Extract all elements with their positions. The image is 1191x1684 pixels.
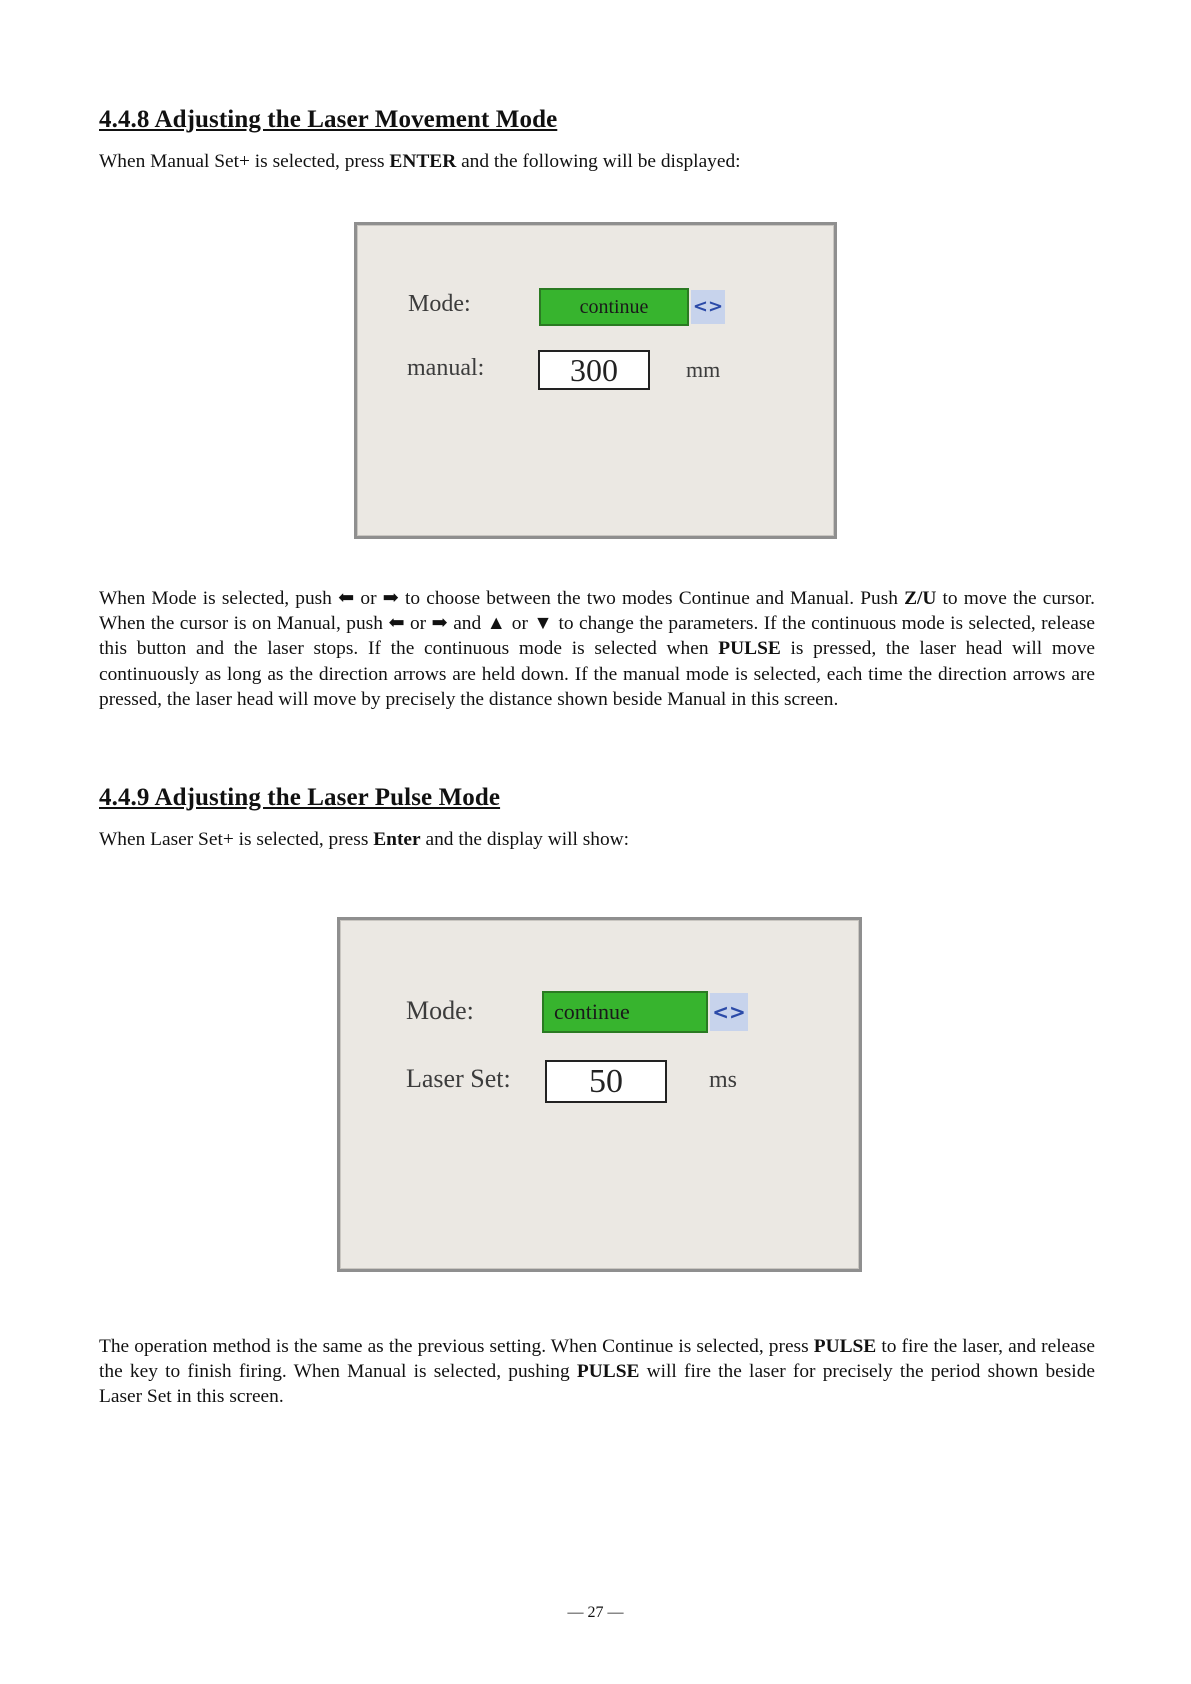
lcd-screen-movement-mode xyxy=(354,222,837,539)
body-text: to change the parameters. If the continuous mode is selected, release this button and the laser stops. If the continuous mode is selected when xyxy=(99,613,1095,660)
page-number: — 27 — xyxy=(567,1604,624,1621)
intro-text: and the display will show: xyxy=(420,829,630,850)
section-heading-4-4-9: 4.4.9 Adjusting the Laser Pulse Mode xyxy=(99,784,501,811)
intro-text: When Manual Set+ is selected, press xyxy=(99,151,390,172)
left-arrow-icon: ⬅ xyxy=(388,613,405,635)
body-text: When Mode is selected, push xyxy=(99,588,339,609)
left-right-arrows-icon[interactable]: <> xyxy=(691,290,725,324)
right-arrow-icon: ➡ xyxy=(382,588,399,609)
laser-set-field[interactable]: 50 xyxy=(545,1060,667,1103)
key-name-pulse: PULSE xyxy=(718,638,781,660)
section-intro-4-4-9 xyxy=(99,827,1095,852)
mode-label: Mode: xyxy=(406,996,474,1025)
body-text: to choose between the two modes Continue and Manual. Push xyxy=(398,588,905,609)
body-text: to fire the laser, and release the key to finish firing. When Manual is selected, pushing xyxy=(99,1336,1095,1383)
section-body-4-4-9 xyxy=(99,1334,1095,1410)
left-arrow-icon: ⬅ xyxy=(338,588,355,609)
section-body-4-4-8 xyxy=(99,586,1095,712)
body-text: or xyxy=(404,613,432,635)
unit-label-mm: mm xyxy=(686,357,721,382)
body-text: will fire the laser for precisely the period shown beside Laser Set in this screen. xyxy=(99,1361,1095,1408)
mode-value[interactable]: continue xyxy=(542,991,708,1033)
key-name-pulse: PULSE xyxy=(576,1361,640,1383)
laser-set-label: Laser Set: xyxy=(406,1064,511,1093)
body-text: is pressed, the laser head will move continuously as long as the direction arrows are held down. If the manual mode is selected, each time the direction arrows are pressed, the laser head will move by precisely the distance shown beside Manual in this screen. xyxy=(99,638,1095,710)
key-name-pulse: PULSE xyxy=(813,1336,877,1357)
body-text: or xyxy=(354,588,383,609)
down-arrow-icon: ▼ xyxy=(533,613,554,635)
left-right-arrows-icon[interactable]: <> xyxy=(710,993,748,1031)
intro-text: When Laser Set+ is selected, press xyxy=(99,829,374,850)
manual-label: manual: xyxy=(407,355,485,381)
key-name-enter: Enter xyxy=(373,829,421,850)
unit-label-ms: ms xyxy=(709,1067,738,1093)
section-heading-4-4-8: 4.4.8 Adjusting the Laser Movement Mode xyxy=(99,106,558,133)
body-text: to move the cursor. When the cursor is on Manual, push xyxy=(99,588,1095,635)
mode-label: Mode: xyxy=(408,291,471,317)
up-arrow-icon: ▲ xyxy=(486,613,507,635)
mode-value[interactable]: continue xyxy=(539,288,689,326)
manual-distance-field[interactable]: 300 xyxy=(538,350,650,390)
body-text: and xyxy=(447,613,487,635)
body-text: The operation method is the same as the previous setting. When Continue is selected, press xyxy=(99,1336,814,1357)
section-intro-4-4-8 xyxy=(99,149,1095,174)
body-text: or xyxy=(506,613,534,635)
key-name-enter: ENTER xyxy=(389,151,457,172)
lcd-screen-pulse-mode xyxy=(337,917,862,1272)
key-name-zu: Z/U xyxy=(904,588,937,609)
intro-text: and the following will be displayed: xyxy=(456,151,741,172)
right-arrow-icon: ➡ xyxy=(431,613,448,635)
